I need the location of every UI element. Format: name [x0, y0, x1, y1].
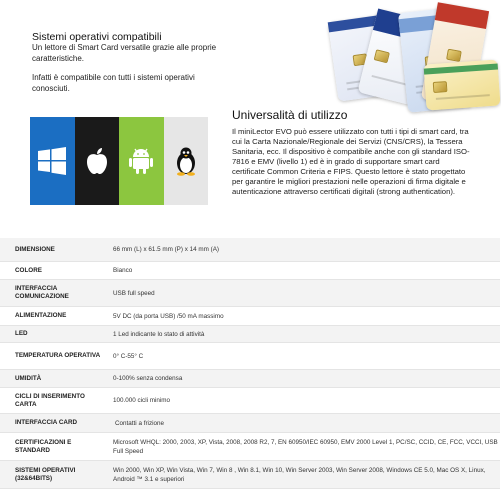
spec-key: CICLI DI INSERIMENTO CARTA: [15, 392, 85, 408]
spec-value: Bianco: [113, 267, 133, 274]
spec-value: Contatti a frizione: [115, 419, 165, 427]
spec-key: TEMPERATURA OPERATIVA: [15, 352, 101, 359]
section-text-universality: Il miniLector EVO può essere utilizzato con tutti i tipi di smart card, tra cui la Carta Nazionale/Regionale dei Servizi (CNS/CRS), la Tessera Sanitaria, ecc. Il dispositivo è compatibile anche con gli standard ISO-7816 e EMV (livello 1) ed è in grado di supportare smart card certificate Common Criteria e FIPS. Questo lettore è stato progettato per garantire le migliori prestazioni nelle operazioni di firma digitale e autenticazione attraverso certificati digitali (strong authentication).: [232, 127, 470, 196]
table-row: [0, 414, 500, 433]
paragraph: Infatti è compatibile con tutti i sistemi operativi conosciuti.: [32, 73, 195, 93]
spec-value: 0° C-55° C: [113, 352, 144, 360]
spec-table: [0, 238, 500, 489]
smart-cards-image: [305, 4, 500, 122]
table-row: [0, 238, 500, 262]
table-row: [0, 343, 500, 370]
android-icon: [128, 146, 154, 176]
spec-key: UMIDITÀ: [15, 374, 42, 382]
spec-value: 0-100% senza condensa: [113, 375, 183, 382]
apple-icon: [85, 147, 109, 175]
spec-key: INTERFACCIA CARD: [15, 419, 78, 426]
spec-value: 1 Led indicante lo stato di attività: [113, 330, 205, 338]
spec-value: Microsoft WHQL: 2000, 2003, XP, Vista, 2008, 2008 R2, 7, EN 60950/IEC 60950, EMV 2000 Level 1, PC/SC, CCID, CE, FCC, VCCI, USB Full Speed: [113, 438, 498, 455]
tile-apple: [75, 117, 120, 205]
os-logos-strip: [30, 117, 208, 205]
spec-value: 66 mm (L) x 61.5 mm (P) x 14 mm (A): [113, 246, 220, 253]
section-text-compatible-os: [32, 43, 222, 103]
section-title-compatible-os: Sistemi operativi compatibili: [32, 31, 162, 43]
spec-key: ALIMENTAZIONE: [15, 312, 67, 319]
tile-linux: [164, 117, 209, 205]
linux-icon: [174, 146, 198, 176]
table-row: [0, 326, 500, 343]
windows-icon: [38, 147, 66, 175]
table-row: [0, 370, 500, 388]
spec-key: DIMENSIONE: [15, 245, 55, 253]
table-row: [0, 433, 500, 461]
table-row: [0, 307, 500, 326]
card-yellow-id: [423, 59, 500, 110]
spec-key: LED: [15, 330, 28, 337]
paragraph: Un lettore di Smart Card versatile grazie alle proprie caratteristiche.: [32, 43, 217, 63]
spec-value: 100.000 cicli minimo: [113, 397, 171, 404]
tile-windows: [30, 117, 75, 205]
section-title-universality: Universalità di utilizzo: [232, 108, 348, 122]
product-feature-panel: [0, 0, 500, 230]
spec-key: CERTIFICAZIONI E STANDARD: [15, 438, 72, 454]
spec-value: 5V DC (da porta USB) /50 mA massimo: [113, 312, 224, 320]
table-row: [0, 280, 500, 307]
spec-key: INTERFACCIA COMUNICAZIONE: [15, 285, 69, 300]
table-row: [0, 262, 500, 280]
spec-value: USB full speed: [113, 289, 155, 297]
tile-android: [119, 117, 164, 205]
table-row: [0, 388, 500, 414]
spec-key: COLORE: [15, 266, 42, 274]
spec-value: Win 2000, Win XP, Win Vista, Win 7, Win 8 , Win 8.1, Win 10, Win Server 2003, Win Server 2008, Windows CE 5.0, Mac OS X, Linux, Android ™ 3.1 e superiori: [113, 466, 486, 483]
table-row: [0, 461, 500, 489]
spec-key: SISTEMI OPERATIVI (32&64BITS): [15, 466, 76, 482]
